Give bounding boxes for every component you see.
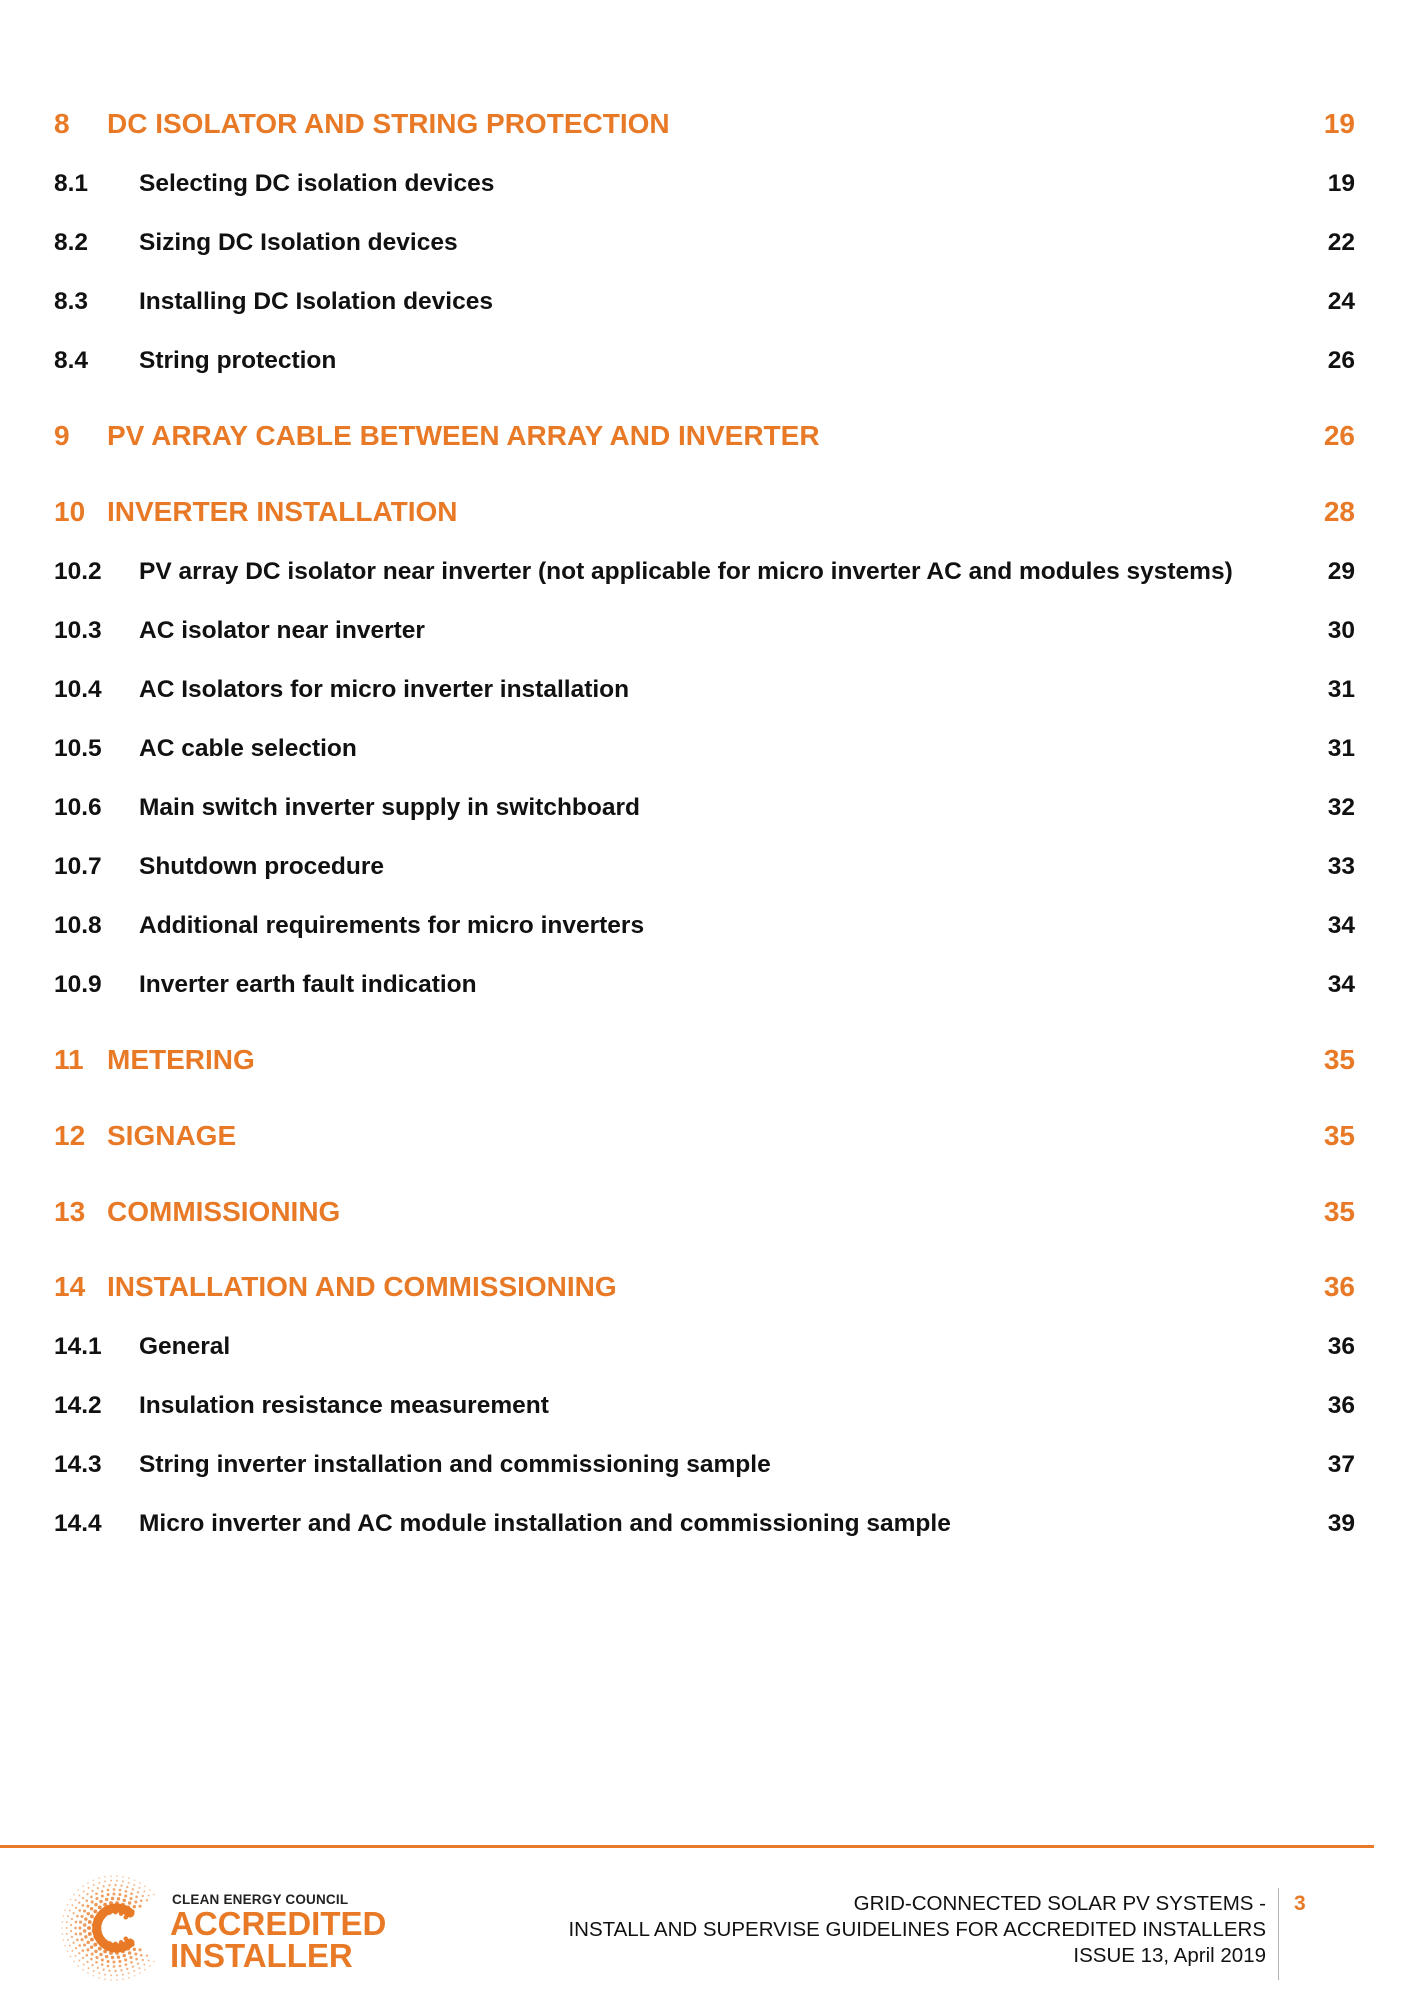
toc-entry-page: 24 xyxy=(1327,288,1355,315)
toc-entry-number: 10.2 xyxy=(54,558,102,585)
toc-entry-title: Selecting DC isolation devices xyxy=(139,170,495,197)
toc-entry-page: 31 xyxy=(1327,676,1355,703)
toc-entry[interactable] xyxy=(0,729,1413,769)
footer-doc-title-line1: GRID-CONNECTED SOLAR PV SYSTEMS - xyxy=(853,1892,1266,1915)
toc-entry[interactable] xyxy=(0,1040,1413,1080)
logo-text-council: CLEAN ENERGY COUNCIL xyxy=(172,1892,349,1907)
toc-entry[interactable] xyxy=(0,416,1413,456)
toc-entry-number: 12 xyxy=(54,1120,86,1151)
toc-entry-page: 26 xyxy=(1327,347,1355,374)
toc-entry-page: 26 xyxy=(1323,420,1355,451)
toc-entry[interactable] xyxy=(0,847,1413,887)
toc-entry[interactable] xyxy=(0,223,1413,263)
toc-entry-title: INVERTER INSTALLATION xyxy=(107,496,458,527)
toc-entry[interactable] xyxy=(0,611,1413,651)
toc-entry-number: 14 xyxy=(54,1271,86,1302)
toc-entry-number: 10 xyxy=(54,496,86,527)
toc-entry-page: 36 xyxy=(1323,1271,1355,1302)
toc-entry[interactable] xyxy=(0,670,1413,710)
toc-entry-page: 33 xyxy=(1327,853,1355,880)
toc-entry-title: AC Isolators for micro inverter installation xyxy=(139,676,630,703)
toc-entry-number: 11 xyxy=(54,1044,84,1075)
toc-entry-page: 28 xyxy=(1323,496,1355,527)
toc-entry-title: AC isolator near inverter xyxy=(139,617,425,644)
toc-entry-title: AC cable selection xyxy=(139,735,357,762)
logo-text-installer: INSTALLER xyxy=(170,1937,353,1974)
toc-entry-title: Insulation resistance measurement xyxy=(139,1392,549,1419)
toc-entry-title: General xyxy=(139,1333,231,1360)
footer-issue: ISSUE 13, April 2019 xyxy=(1073,1944,1266,1967)
toc-entry-page: 39 xyxy=(1327,1510,1355,1537)
page-number: 3 xyxy=(1294,1892,1306,1915)
toc-entry-number: 8 xyxy=(54,108,70,139)
toc-entry-title: String inverter installation and commissioning sample xyxy=(139,1451,771,1478)
toc-entry[interactable] xyxy=(0,1327,1413,1367)
toc-entry-title: INSTALLATION AND COMMISSIONING xyxy=(107,1271,617,1302)
toc-entry-title: SIGNAGE xyxy=(107,1120,237,1151)
toc-entry-title: DC ISOLATOR AND STRING PROTECTION xyxy=(107,108,670,139)
toc-entry-page: 35 xyxy=(1323,1196,1355,1227)
toc-entry-title: METERING xyxy=(107,1044,255,1075)
toc-entry[interactable] xyxy=(0,1386,1413,1426)
toc-entry-page: 32 xyxy=(1327,794,1355,821)
toc-entry-title: Sizing DC Isolation devices xyxy=(139,229,458,256)
toc-entry-page: 34 xyxy=(1327,971,1355,998)
toc-entry-title: Installing DC Isolation devices xyxy=(139,288,493,315)
footer-divider-line xyxy=(0,1845,1374,1848)
toc-entry[interactable] xyxy=(0,341,1413,381)
toc-entry-number: 8.2 xyxy=(54,229,89,256)
toc-entry[interactable] xyxy=(0,104,1413,144)
toc-entry-page: 31 xyxy=(1327,735,1355,762)
toc-entry-page: 22 xyxy=(1327,229,1355,256)
toc-entry-number: 10.6 xyxy=(54,794,102,821)
toc-entry-page: 34 xyxy=(1327,912,1355,939)
toc-entry-number: 14.3 xyxy=(54,1451,102,1478)
clean-energy-council-logo xyxy=(60,1873,390,1983)
footer-vertical-divider xyxy=(1278,1888,1279,1980)
toc-entry-page: 19 xyxy=(1327,170,1355,197)
toc-entry-page: 36 xyxy=(1327,1392,1355,1419)
toc-entry-number: 8.3 xyxy=(54,288,89,315)
toc-entry[interactable] xyxy=(0,282,1413,322)
footer-document-info xyxy=(568,1891,1266,1969)
toc-entry-number: 10.5 xyxy=(54,735,102,762)
toc-entry-title: COMMISSIONING xyxy=(107,1196,341,1227)
toc-entry[interactable] xyxy=(0,1192,1413,1232)
toc-entry-page: 29 xyxy=(1327,558,1355,585)
toc-entry-title: Main switch inverter supply in switchboard xyxy=(139,794,640,821)
toc-entry-number: 10.7 xyxy=(54,853,102,880)
toc-entry-number: 13 xyxy=(54,1196,86,1227)
toc-entry-page: 19 xyxy=(1323,108,1355,139)
toc-entry-number: 9 xyxy=(54,420,70,451)
toc-entry-title: String protection xyxy=(139,347,337,374)
toc-entry-number: 8.4 xyxy=(54,347,89,374)
toc-entry-page: 37 xyxy=(1327,1451,1355,1478)
toc-entry-title: PV array DC isolator near inverter (not applicable for micro inverter AC and modules systems) xyxy=(139,558,1233,585)
toc-entry-number: 10.4 xyxy=(54,676,102,703)
toc-entry-number: 10.9 xyxy=(54,971,102,998)
toc-entry[interactable] xyxy=(0,492,1413,532)
toc-entry[interactable] xyxy=(0,1116,1413,1156)
toc-entry[interactable] xyxy=(0,1445,1413,1485)
toc-entry-title: Shutdown procedure xyxy=(139,853,384,880)
toc-entry-number: 14.4 xyxy=(54,1510,102,1537)
toc-entry-number: 8.1 xyxy=(54,170,89,197)
toc-entry-page: 30 xyxy=(1327,617,1355,644)
toc-entry[interactable] xyxy=(0,1267,1413,1307)
toc-entry-page: 35 xyxy=(1323,1044,1355,1075)
toc-entry[interactable] xyxy=(0,1504,1413,1544)
dotted-c-sunburst-icon xyxy=(60,1873,168,1983)
toc-entry[interactable] xyxy=(0,906,1413,946)
toc-entry-title: Additional requirements for micro inverters xyxy=(139,912,645,939)
footer-doc-title-line2: INSTALL AND SUPERVISE GUIDELINES FOR ACCREDITED INSTALLERS xyxy=(568,1918,1266,1941)
toc-entry-number: 10.8 xyxy=(54,912,102,939)
toc-entry-number: 10.3 xyxy=(54,617,102,644)
toc-entry-page: 36 xyxy=(1327,1333,1355,1360)
toc-entry-title: Micro inverter and AC module installation and commissioning sample xyxy=(139,1510,951,1537)
toc-entry[interactable] xyxy=(0,965,1413,1005)
toc-entry[interactable] xyxy=(0,788,1413,828)
toc-entry[interactable] xyxy=(0,164,1413,204)
toc-entry-number: 14.1 xyxy=(54,1333,102,1360)
toc-entry[interactable] xyxy=(0,552,1413,592)
toc-entry-number: 14.2 xyxy=(54,1392,102,1419)
toc-entry-page: 35 xyxy=(1323,1120,1355,1151)
logo-text-accredited: ACCREDITED xyxy=(170,1905,387,1942)
toc-entry-title: Inverter earth fault indication xyxy=(139,971,477,998)
toc-entry-title: PV ARRAY CABLE BETWEEN ARRAY AND INVERTER xyxy=(107,420,820,451)
